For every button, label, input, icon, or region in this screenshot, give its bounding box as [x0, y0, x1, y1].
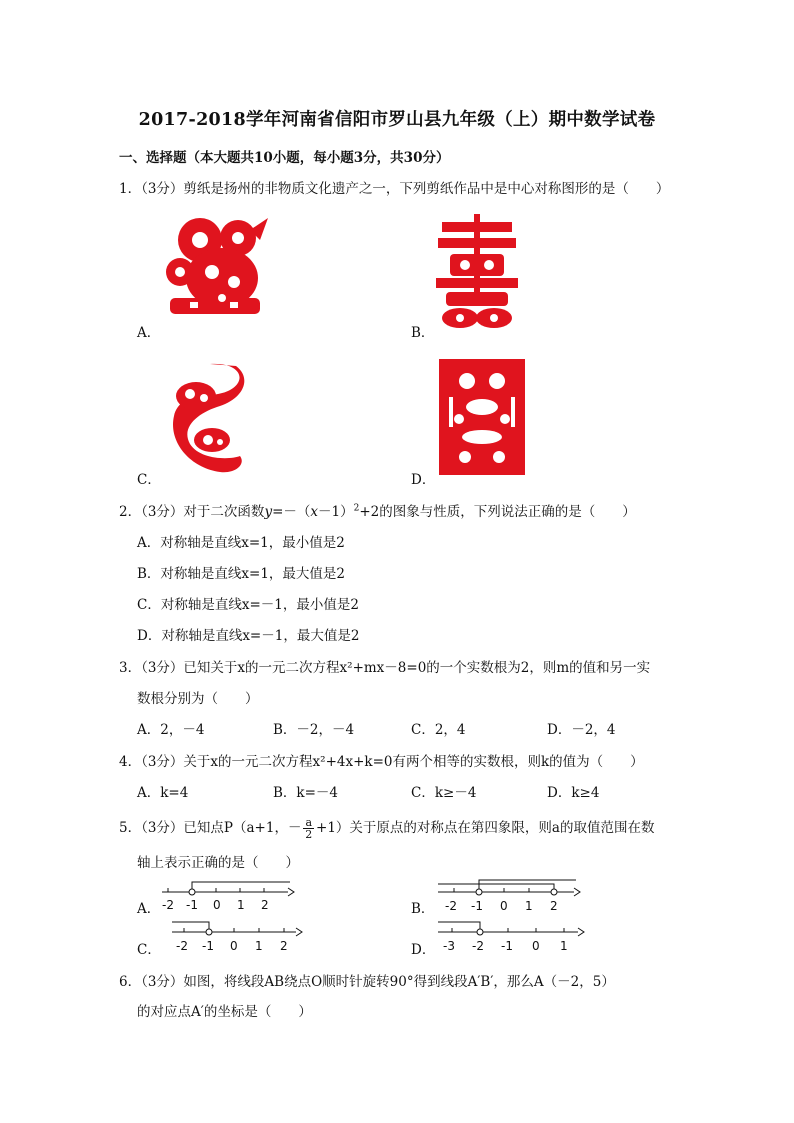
q5-label-c: C． — [137, 942, 161, 958]
q5-line1-suffix: +1）关于原点的对称点在第四象限，则a的取值范围在数 — [316, 820, 655, 836]
nl-d-tick-3: 0 — [532, 939, 540, 953]
papercut-c-image — [160, 360, 250, 478]
q5-line2: 轴上表示正确的是（ ） — [137, 855, 299, 871]
q1-label-c: C． — [137, 472, 161, 488]
section-heading: 一、选择题（本大题共10小题，每小题3分，共30分） — [119, 150, 450, 166]
nl-a-tick-0: -2 — [162, 898, 174, 912]
q3-line1: 3．（3分）已知关于x的一元二次方程x²+mx－8=0的一个实数根为2，则m的值和另一实 — [119, 660, 651, 676]
q2-function: y — [264, 504, 273, 520]
q1-label-a: A． — [137, 325, 161, 341]
nl-a-tick-1: -1 — [186, 898, 198, 912]
q1-label-b: B． — [411, 325, 435, 341]
q1-label-d: D． — [411, 472, 436, 488]
numberline-a — [158, 876, 298, 916]
numberline-c — [168, 918, 308, 956]
q5-line1 — [119, 816, 654, 840]
q2-stem-suffix: 的图象与性质，下列说法正确的是（ ） — [379, 504, 636, 520]
q5-line1-prefix: 5．（3分）已知点P（a+1，－ — [119, 820, 302, 836]
q6-line2: 的对应点A′的坐标是（ ） — [137, 1004, 312, 1020]
nl-b-tick-2: 0 — [500, 899, 508, 913]
papercut-b-image — [432, 214, 522, 334]
nl-c-tick-2: 0 — [230, 939, 238, 953]
q6-line1: 6．（3分）如图，将线段AB绕点O顺时针旋转90°得到线段A′B′，那么A（－2，5） — [119, 974, 615, 990]
nl-a-tick-3: 1 — [237, 898, 245, 912]
nl-a-tick-2: 0 — [213, 898, 221, 912]
q4-option-a: A．k=4 — [137, 785, 189, 801]
nl-d-tick-0: -3 — [443, 939, 455, 953]
nl-c-tick-0: -2 — [176, 939, 188, 953]
q2-option-a: A．对称轴是直线x=1，最小值是2 — [137, 535, 345, 551]
q3-line2: 数根分别为（ ） — [137, 691, 259, 707]
nl-c-tick-1: -1 — [202, 939, 214, 953]
exam-title: 2017-2018学年河南省信阳市罗山县九年级（上）期中数学试卷 — [138, 110, 656, 130]
q1-stem: 1．（3分）剪纸是扬州的非物质文化遗产之一，下列剪纸作品中是中心对称图形的是（ ） — [119, 181, 670, 197]
q3-option-b: B．－2，－4 — [273, 722, 355, 738]
q3-option-d: D．－2，4 — [547, 722, 616, 738]
q5-fraction: $\frac{a}{2}$ — [305, 816, 313, 841]
nl-b-tick-1: -1 — [471, 899, 483, 913]
q4-option-b: B．k=－4 — [273, 785, 339, 801]
papercut-d-image — [437, 357, 527, 477]
nl-c-tick-3: 1 — [255, 939, 263, 953]
q2-option-b: B．对称轴是直线x=1，最大值是2 — [137, 566, 346, 582]
nl-c-tick-4: 2 — [280, 939, 288, 953]
q3-option-c: C．2，4 — [411, 722, 466, 738]
numberline-b — [434, 874, 584, 916]
nl-b-tick-0: -2 — [445, 899, 457, 913]
q5-label-b: B． — [411, 901, 435, 917]
q5-label-a: A． — [137, 901, 161, 917]
nl-b-tick-4: 2 — [550, 899, 558, 913]
nl-d-tick-4: 1 — [560, 939, 568, 953]
q5-label-d: D． — [411, 942, 436, 958]
papercut-a-image — [160, 210, 272, 320]
nl-d-tick-2: -1 — [501, 939, 513, 953]
q2-stem-prefix: 2．（3分）对于二次函数 — [119, 504, 265, 520]
q4-option-d: D．k≥4 — [547, 785, 600, 801]
q2-option-c: C．对称轴是直线x=－1，最小值是2 — [137, 597, 359, 613]
nl-b-tick-3: 1 — [525, 899, 533, 913]
nl-d-tick-1: -2 — [472, 939, 484, 953]
q4-stem: 4．（3分）关于x的一元二次方程x²+4x+k=0有两个相等的实数根，则k的值为（ ） — [119, 754, 644, 770]
numberline-d — [434, 918, 589, 956]
q3-option-a: A．2，－4 — [137, 722, 205, 738]
q4-option-c: C．k≥－4 — [411, 785, 477, 801]
q2-stem: 2．（3分）对于二次函数$y=-(x-1)^2+2$的图象与性质，下列说法正确的是（ ） — [119, 503, 636, 520]
nl-a-tick-4: 2 — [261, 898, 269, 912]
q2-option-d: D．对称轴是直线x=－1，最大值是2 — [137, 628, 360, 644]
